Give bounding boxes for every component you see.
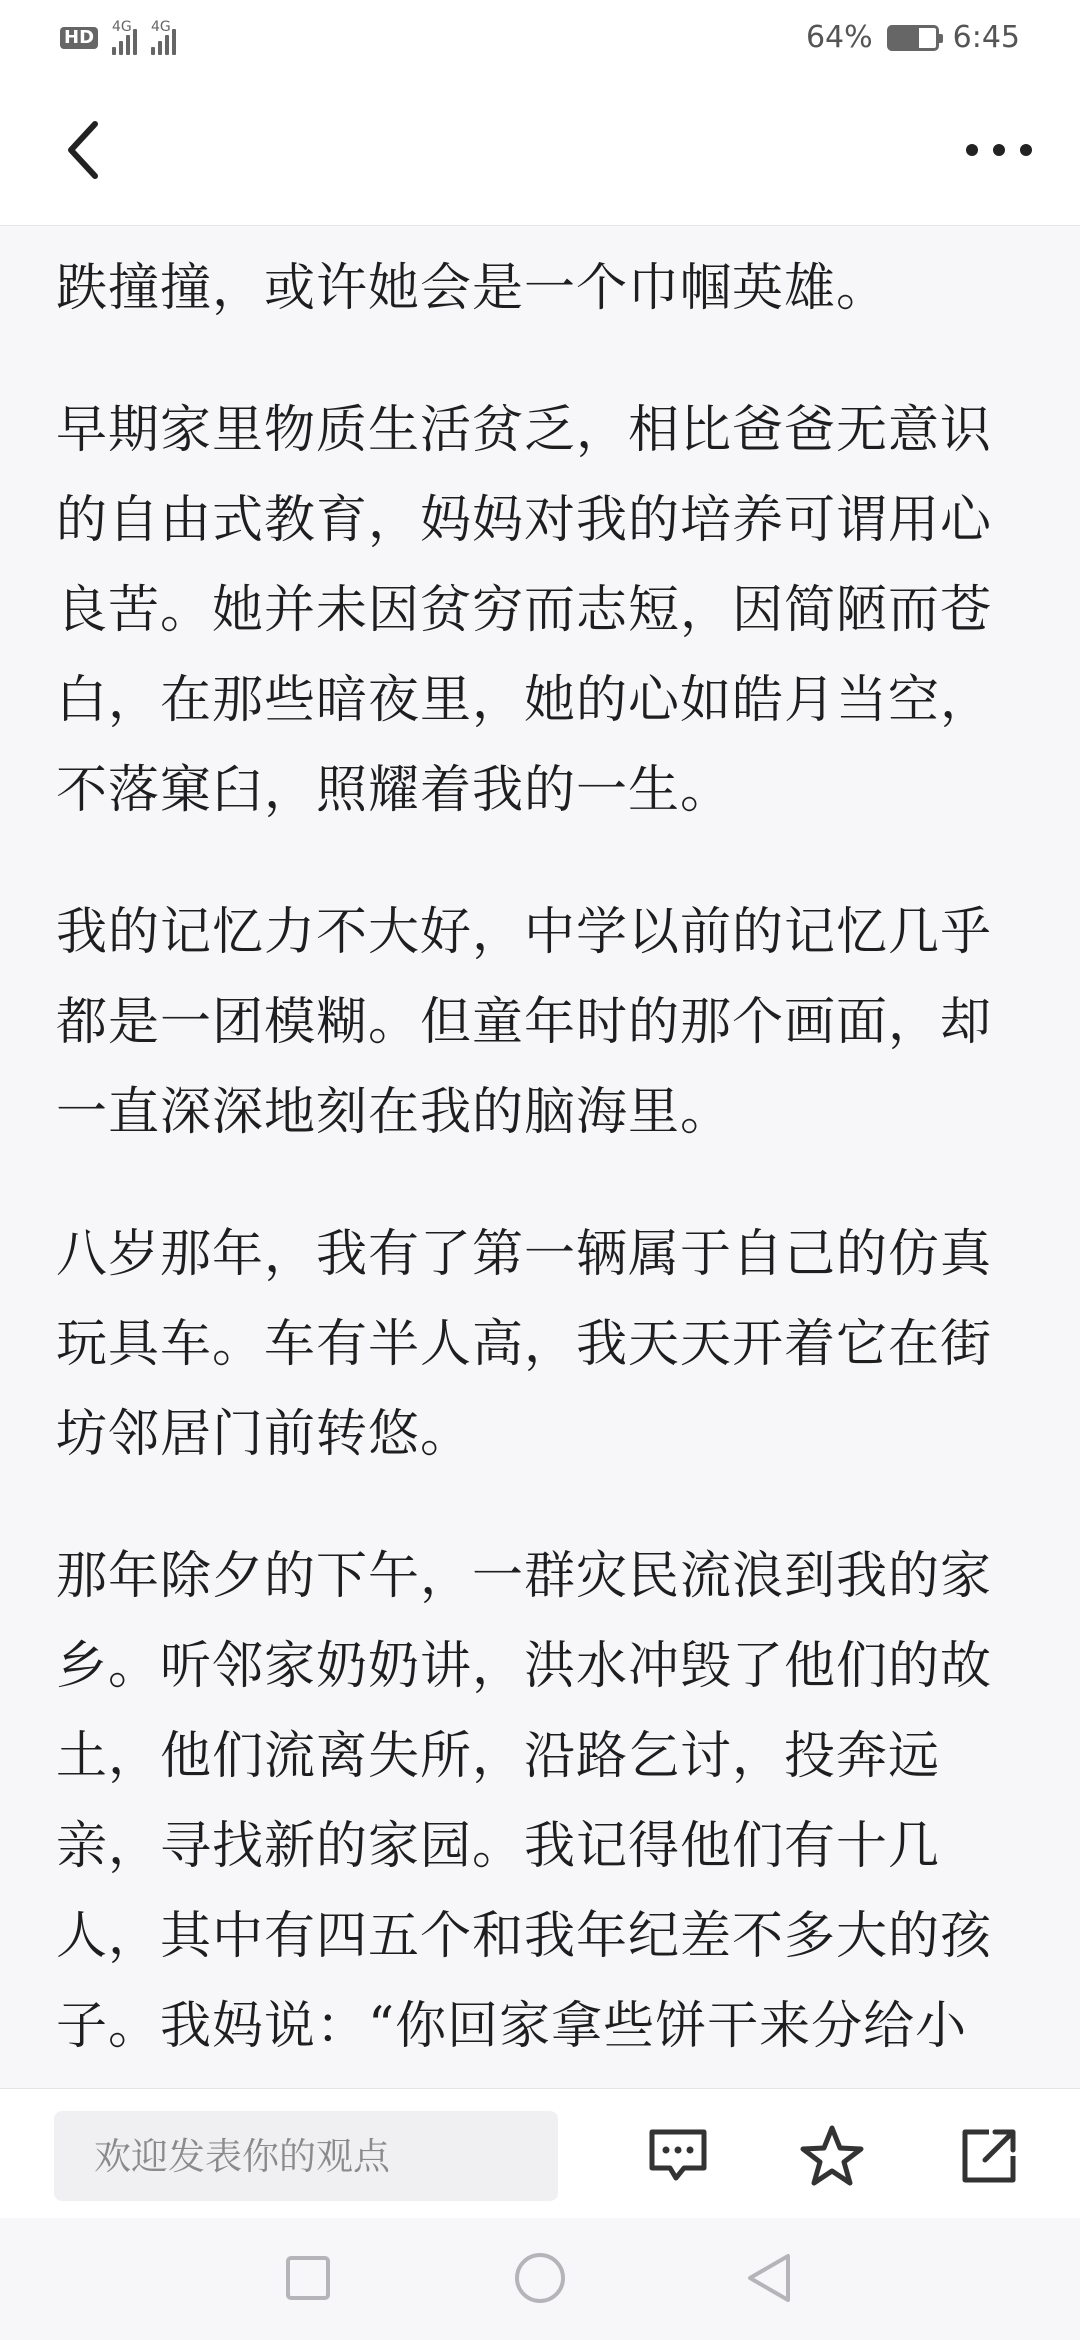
share-button[interactable] — [944, 2111, 1034, 2201]
article-paragraph: 跌撞撞，或许她会是一个巾帼英雄。 — [56, 259, 889, 318]
battery-icon — [887, 25, 939, 51]
home-button[interactable] — [500, 2238, 580, 2318]
bottom-action-bar — [0, 2088, 1080, 2219]
article-paragraph: 早期家里物质生活贫乏，相比爸爸无意识的自由式教育，妈妈对我的培养可谓用心良苦。她并未因贫穷而志短，因简陋而苍白，在那些暗夜里，她的心如皓月当空，不落窠臼，照耀着我的一生。 — [56, 401, 993, 820]
clock: 6:45 — [952, 20, 1020, 55]
signal-icon — [151, 18, 176, 55]
article-content — [0, 226, 1080, 2072]
triangle-back-icon — [742, 2250, 794, 2306]
circle-icon — [513, 2251, 567, 2305]
recent-apps-button[interactable] — [268, 2238, 348, 2318]
article-body[interactable] — [0, 226, 1080, 2088]
square-icon — [284, 2254, 332, 2302]
battery-level — [890, 28, 919, 48]
more-horizontal-icon — [964, 140, 1034, 160]
star-icon — [799, 2124, 865, 2188]
status-left — [60, 18, 176, 55]
comment-button[interactable] — [633, 2111, 723, 2201]
comment-input[interactable] — [54, 2111, 558, 2201]
more-button[interactable] — [954, 110, 1044, 190]
signal-icon — [112, 18, 137, 55]
share-icon — [959, 2126, 1019, 2186]
comment-icon — [646, 2126, 710, 2186]
system-back-button[interactable] — [728, 2238, 808, 2318]
chevron-left-icon — [63, 118, 103, 182]
article-paragraph: 八岁那年，我有了第一辆属于自己的仿真玩具车。车有半人高，我天天开着它在街坊邻居门前转悠。 — [56, 1225, 993, 1464]
hd-badge: HD — [60, 27, 98, 49]
article-paragraph: 我的记忆力不大好，中学以前的记忆几乎都是一团模糊。但童年时的那个画面，却一直深深地刻在我的脑海里。 — [56, 903, 993, 1142]
favorite-button[interactable] — [787, 2111, 877, 2201]
network-type-label: 4G — [151, 18, 171, 35]
back-button[interactable] — [48, 110, 118, 190]
network-type-label: 4G — [112, 18, 132, 35]
article-paragraph: 那年除夕的下午，一群灾民流浪到我的家乡。听邻家奶奶讲，洪水冲毁了他们的故土，他们流离失所，沿路乞讨，投奔远亲，寻找新的家园。我记得他们有十几人，其中有四五个和我年纪差不多大的孩子。我妈说：“你回家拿些饼干来分给小 — [56, 1547, 993, 2056]
header — [0, 75, 1080, 226]
status-bar — [0, 0, 1080, 75]
system-navigation-bar — [0, 2218, 1080, 2340]
battery-percent: 64% — [805, 20, 873, 55]
status-right — [806, 20, 1020, 55]
